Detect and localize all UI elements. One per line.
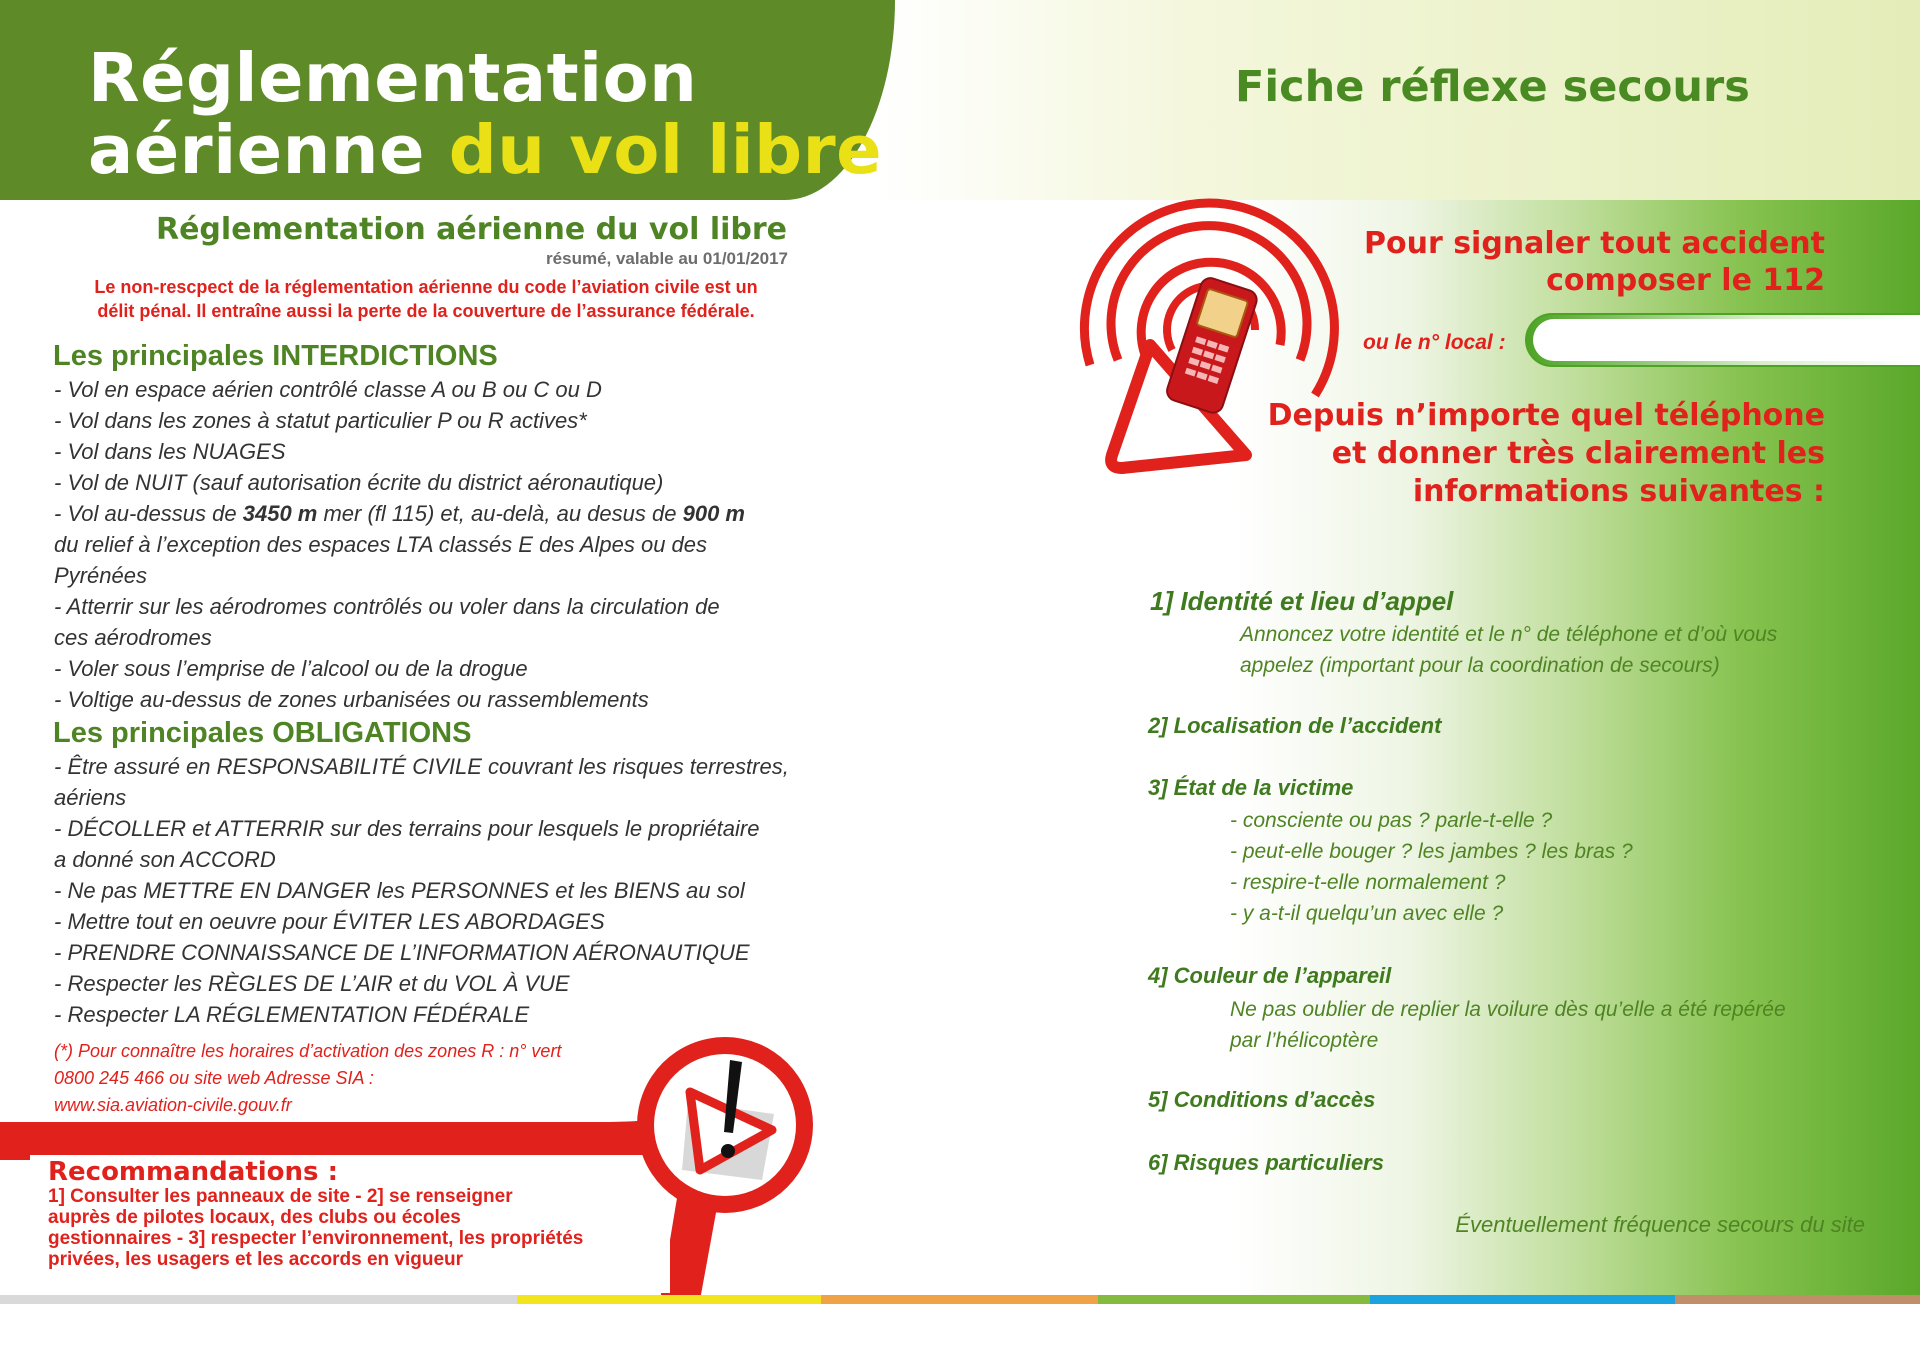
depuis-line: et donner très clairement les [1331, 436, 1825, 471]
fiche-title: Fiche réflexe secours [1235, 62, 1750, 112]
altitude-value-2: 900 m [682, 501, 745, 526]
color-bar-green [1098, 1295, 1370, 1304]
step-1-line: Annoncez votre identité et le n° de téléphone et d’où vous [1240, 623, 1778, 646]
signal-line1: Pour signaler tout accident [1364, 226, 1825, 261]
list-item: - y a-t-il quelqu’un avec elle ? [1230, 902, 1504, 925]
list-item: - Respecter LA RÉGLEMENTATION FÉDÉRALE [54, 1002, 530, 1027]
main-title-line2 [88, 111, 883, 189]
altitude-text-1: - Vol au-dessus de [54, 501, 243, 526]
step-1-text [1240, 619, 1840, 681]
footnote-line: 0800 245 466 ou site web Adresse SIA : [54, 1068, 374, 1088]
step-4-text [1230, 994, 1850, 1056]
list-item-altitude [54, 498, 854, 591]
list-item: - Mettre tout en oeuvre pour ÉVITER LES ABORDAGES [54, 909, 605, 934]
list-item: - peut-elle bouger ? les jambes ? les bras ? [1230, 840, 1633, 863]
list-item: - consciente ou pas ? parle-t-elle ? [1230, 809, 1553, 832]
signal-line2: composer le 112 [1546, 263, 1825, 298]
left-subtitle: Réglementation aérienne du vol libre [155, 212, 787, 247]
step-3-list [1230, 805, 1830, 929]
step-4-line: par l’hélicoptère [1230, 1029, 1379, 1052]
altitude-text-line3: Pyrénées [54, 563, 147, 588]
list-item-line: aériens [54, 785, 127, 810]
recommendations-line: auprès de pilotes locaux, des clubs ou écoles [48, 1207, 461, 1228]
list-item: - Vol dans les zones à statut particulier P ou R actives* [54, 408, 587, 433]
legal-warning-line2: délit pénal. Il entraîne aussi la perte de la couverture de l’assurance fédérale. [97, 301, 755, 321]
list-item [54, 813, 854, 875]
interdictions-heading: Les principales INTERDICTIONS [53, 340, 498, 372]
list-item: - Ne pas METTRE EN DANGER les PERSONNES et les BIENS au sol [54, 878, 745, 903]
main-title [88, 39, 883, 189]
legal-warning-line1: Le non-rescpect de la réglementation aérienne du code l’aviation civile est un [94, 277, 758, 297]
main-title-yellow-part: du vol libre [448, 111, 883, 189]
list-item: - Respecter les RÈGLES DE L’AIR et du VOL À VUE [54, 971, 570, 996]
list-item: - Vol en espace aérien contrôlé classe A ou B ou C ou D [54, 377, 602, 402]
list-item-line: a donné son ACCORD [54, 847, 276, 872]
step-4-title: 4] Couleur de l’appareil [1148, 963, 1392, 988]
color-bar-brown [1675, 1295, 1920, 1304]
step-5-title: 5] Conditions d’accès [1148, 1087, 1376, 1112]
list-item-line: ces aérodromes [54, 625, 212, 650]
list-item: - PRENDRE CONNAISSANCE DE L’INFORMATION AÉRONAUTIQUE [54, 940, 750, 965]
depuis-line: informations suivantes : [1412, 474, 1825, 509]
signal-accident-text [1364, 225, 1825, 299]
color-bar-yellow [517, 1295, 821, 1304]
recommendations-text [48, 1186, 638, 1270]
list-item [54, 591, 854, 653]
list-item: - Vol dans les NUAGES [54, 439, 286, 464]
recommendations-title: Recommandations : [48, 1157, 338, 1187]
list-item-line: - Être assuré en RESPONSABILITÉ CIVILE couvrant les risques terrestres, [54, 754, 789, 779]
step-1-title: 1] Identité et lieu d’appel [1150, 586, 1454, 616]
list-item: - respire-t-elle normalement ? [1230, 871, 1506, 894]
step-4-line: Ne pas oublier de replier la voilure dès qu’elle a été repérée [1230, 998, 1786, 1021]
list-item-line: - Atterrir sur les aérodromes contrôlés ou voler dans la circulation de [54, 594, 720, 619]
list-item [54, 751, 854, 813]
recommendations-line: gestionnaires - 3] respecter l’environnement, les propriétés [48, 1228, 584, 1249]
warning-triangle-icon [630, 1030, 820, 1220]
altitude-value-1: 3450 m [242, 501, 318, 526]
footnote-line: (*) Pour connaître les horaires d’activation des zones R : n° vert [54, 1041, 562, 1061]
frequency-note: Éventuellement fréquence secours du site [1455, 1212, 1865, 1237]
recommendations-line: 1] Consulter les panneaux de site - 2] se renseigner [48, 1186, 513, 1207]
step-2-title: 2] Localisation de l’accident [1148, 713, 1442, 738]
step-6-title: 6] Risques particuliers [1148, 1150, 1384, 1175]
list-item: - Vol de NUIT (sauf autorisation écrite du district aéronautique) [54, 470, 664, 495]
interdictions-list [54, 374, 854, 715]
local-number-label: ou le n° local : [1363, 331, 1506, 354]
altitude-text-2: mer (fl 115) et, au-delà, au desus de [317, 501, 683, 526]
altitude-text-line2: du relief à l’exception des espaces LTA classés E des Alpes ou des [54, 532, 708, 557]
local-number-field[interactable] [1533, 319, 1920, 361]
step-3-title: 3] État de la victime [1148, 775, 1354, 800]
list-item: - Voler sous l’emprise de l’alcool ou de la drogue [54, 656, 528, 681]
obligations-heading: Les principales OBLIGATIONS [53, 717, 472, 749]
color-bar-blue [1370, 1295, 1675, 1304]
obligations-list [54, 751, 854, 1030]
subtitle-note: résumé, valable au 01/01/2017 [546, 249, 788, 268]
footnote-link[interactable]: www.sia.aviation-civile.gouv.fr [54, 1095, 292, 1115]
depuis-telephone-text [1268, 397, 1825, 511]
main-title-white-part: aérienne [88, 111, 449, 189]
step-1-line: appelez (important pour la coordination de secours) [1240, 654, 1720, 677]
legal-warning [60, 275, 792, 323]
depuis-line: Depuis n’importe quel téléphone [1267, 398, 1825, 433]
color-bar-orange [821, 1295, 1098, 1304]
list-item-line: - DÉCOLLER et ATTERRIR sur des terrains pour lesquels le propriétaire [54, 816, 760, 841]
color-bar-grey [0, 1295, 517, 1304]
main-title-line1: Réglementation [88, 39, 698, 117]
list-item: - Voltige au-dessus de zones urbanisées ou rassemblements [54, 687, 649, 712]
recommendations-line: privées, les usagers et les accords en vigueur [48, 1249, 464, 1270]
